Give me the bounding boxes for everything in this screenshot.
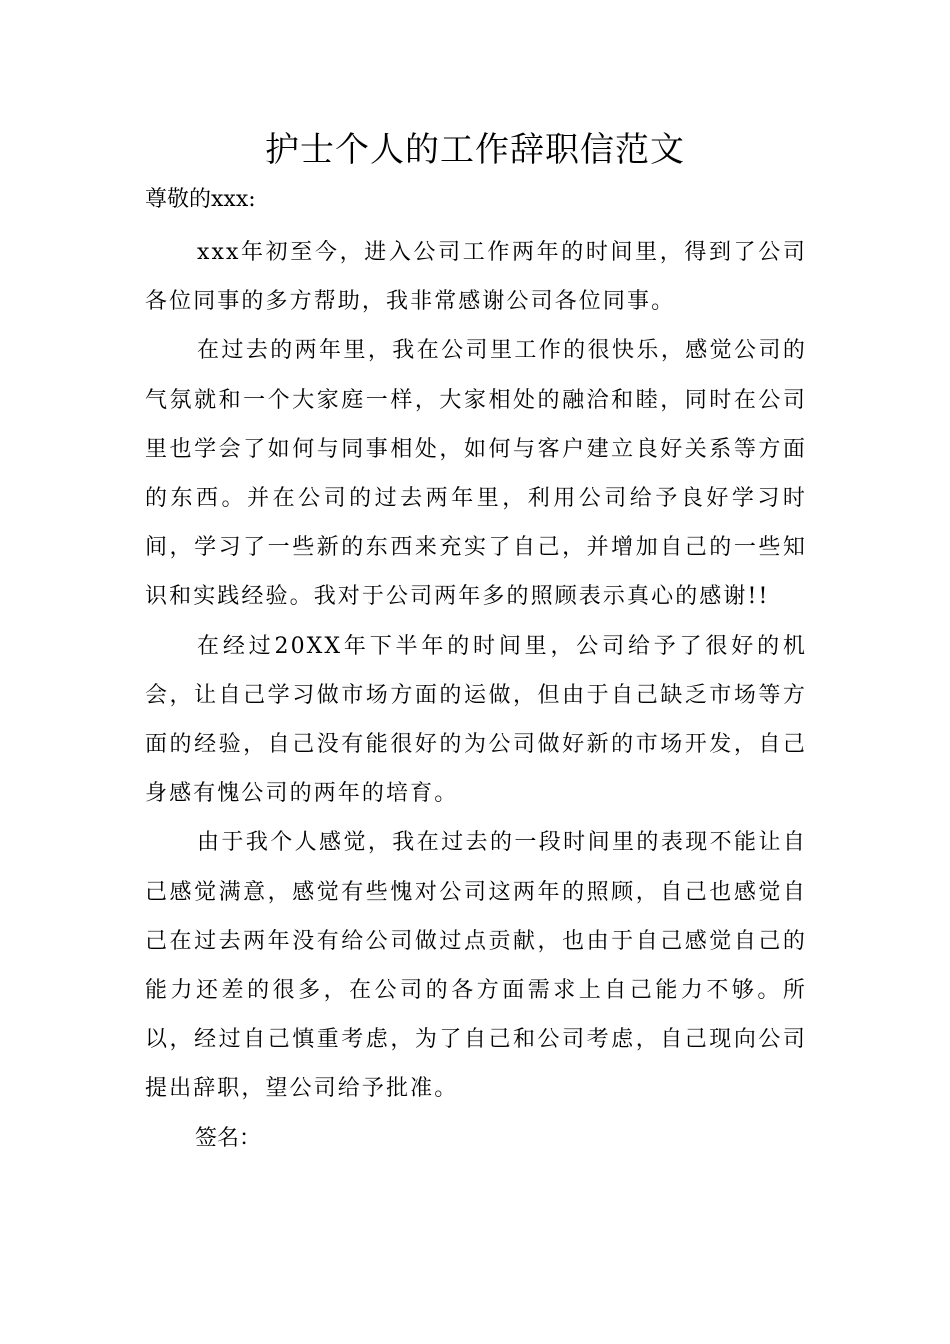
document-title: 护士个人的工作辞职信范文 <box>265 130 685 170</box>
paragraph-4: 由于我个人感觉，我在过去的一段时间里的表现不能让自己感觉满意，感觉有些愧对公司这两年的照顾，自己也感觉自己在过去两年没有给公司做过点贡献，也由于自己感觉自己的能力还差的很多，在公司的各方面需求上自己能力不够。所以，经过自己慎重考虑，为了自己和公司考虑，自己现向公司提出辞职，望公司给予批准。 <box>145 830 807 1102</box>
paragraph-2: 在过去的两年里，我在公司里工作的很快乐，感觉公司的气氛就和一个大家庭一样，大家相处的融洽和睦，同时在公司里也学会了如何与同事相处，如何与客户建立良好关系等方面的东西。并在公司的过去两年里，利用公司给予良好学习时间，学习了一些新的东西来充实了自己，并增加自己的一些知识和实践经验。我对于公司两年多的照顾表示真心的感谢!! <box>145 338 807 610</box>
paragraph-3: 在经过20XX年下半年的时间里，公司给予了很好的机会，让自己学习做市场方面的运做，但由于自己缺乏市场等方面的经验，自己没有能很好的为公司做好新的市场开发，自己身感有愧公司的两年的培育。 <box>145 633 807 807</box>
letter-body <box>145 180 807 1163</box>
signature-line: 签名： <box>195 1125 262 1151</box>
greeting-line: 尊敬的xxx: <box>145 187 256 212</box>
paragraph-1: xxx年初至今，进入公司工作两年的时间里，得到了公司各位同事的多方帮助，我非常感谢公司各位同事。 <box>145 240 807 315</box>
